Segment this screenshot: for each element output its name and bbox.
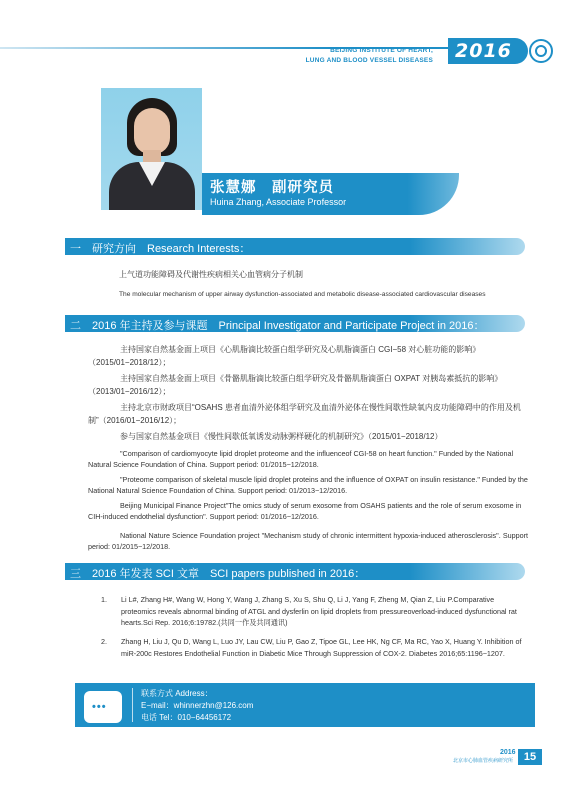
research-interest-cn: 上气道功能障碍及代谢性疾病相关心血管病分子机制 [119,270,303,279]
header-institute [306,46,433,66]
footer-year: 2016 [500,749,516,756]
section1-title: 一 研究方向 Research Interests： [70,243,251,255]
chat-bubble-icon: ••• [84,691,122,723]
pub-text-2: Zhang H, Liu J, Qu D, Wang L, Luo JY, Lau CW, Liu P, Gao Z, Tipoe GL, Lee HK, Ng CF, Ma RC, Yao X, Huang Y. Inhibition of miR-200c Restores Endothelial Function in Diabetic Mice Through Suppression of COX-2. Diabetes 2016;65:1196−1207. [121,637,522,658]
contact-phone: 电话 Tel：010−64456172 [141,713,232,722]
project-cn-2: 主持国家自然基金面上项目《骨骼肌脂滴比较蛋白组学研究及骨骼肌脂滴蛋白 OXPAT 对胰岛素抵抗的影响》（2013/01−2016/12）； [88,374,503,396]
name-english: Huina Zhang, Associate Professor [210,197,347,207]
header-year: 2016 [455,40,512,62]
footer-institute: 北京市心肺血管疾病研究所 [453,758,514,764]
project-en-1: "Comparison of cardiomyocyte lipid droplet proteome and the influenceof CGI-58 on heart function." Funded by the National Natural Science Foundation of China. Support period: 01/2015−12/2018. [88,449,514,469]
project-cn-1: 主持国家自然基金面上项目《心肌脂滴比较蛋白组学研究及心肌脂滴蛋白 CGI−58 对心脏功能的影响》（2015/01−2018/12）； [88,345,481,367]
pub-number-2: 2. [101,637,107,646]
section2-title: 二 2016 年主持及参与课题 Principal Investigator and Participate Project in 2016： [70,320,485,332]
institute-logo-icon [529,39,553,63]
project-en-4: National Nature Science Foundation project "Mechanism study of chronic intermittent hypoxia-induced atherosclerosis". Support period: 01/2015−12/2018. [88,531,528,551]
pub-number-1: 1. [101,595,107,604]
section3-title: 三 2016 年发表 SCI 文章 SCI papers published in 2016： [70,568,366,580]
project-cn-4: 参与国家自然基金项目《慢性间歇低氧诱发动脉粥样硬化的机制研究》（2015/01−2018/12） [120,432,443,441]
contact-divider [132,688,133,722]
project-en-3: Beijing Municipal Finance Project"The omics study of serum exosome from OSAHS patients and the role of serum exosome in CIH-induced endothelial dysfunction". Support period: 01/2016−12/2016. [88,501,522,521]
contact-email: E−mail：whinnerzhn@126.com [141,701,254,710]
name-chinese: 张慧娜 副研究员 [210,180,334,196]
header-institute-line2: LUNG AND BLOOD VESSEL DISEASES [305,57,433,64]
header-institute-line1: BEIJING INSTITUTE OF HEART, [330,47,433,54]
project-en-2: "Proteome comparison of skeletal muscle lipid droplet proteins and the influence of OXPAT on insulin resistance." Funded by the National Natural Science Foundation of China. Support period: 01/2013−12/2016. [88,475,528,495]
research-interest-en: The molecular mechanism of upper airway dysfunction-associated and metabolic disease-associated cardiovascular diseases [119,291,486,298]
pub-text-1: Li L#, Zhang H#, Wang W, Hong Y, Wang J, Zhang S, Xu S, Shu Q, Li J, Yang F, Zheng M, Qian Z, Liu P.Comparative proteomics reveals abnormal binding of ATGL and dysferlin on lipid droplets from pressureoverload-induced dysfunctional rat hearts.Sci Rep. 2016;6:19782.(共同一作及共同通讯) [121,595,517,627]
contact-title: 联系方式 Address： [141,689,213,698]
portrait-photo [101,88,202,210]
project-cn-3: 主持北京市财政项目“OSAHS 患者血清外泌体组学研究及血清外泌体在慢性间歇性缺氧内皮功能障碍中的作用及机制”（2016/01−2016/12）； [88,403,521,425]
page-number: 15 [518,749,542,765]
